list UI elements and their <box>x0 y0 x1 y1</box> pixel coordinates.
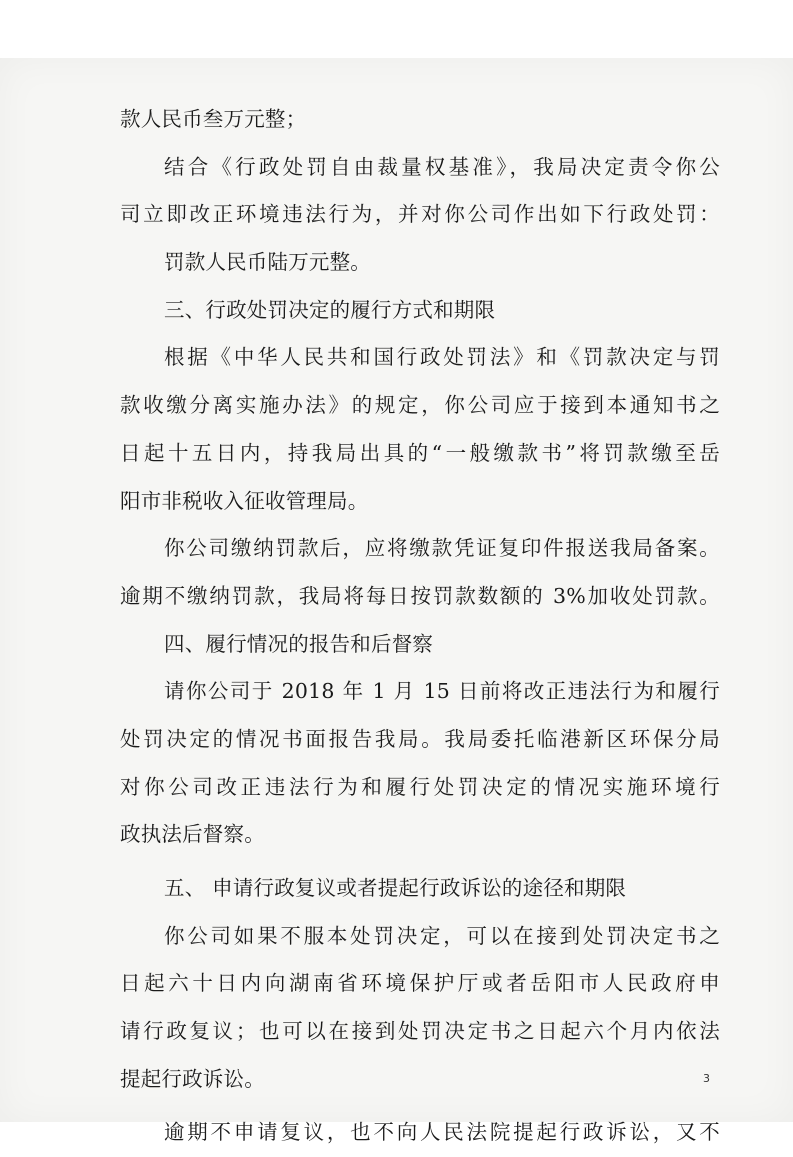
page-number: 3 <box>703 1072 710 1085</box>
body-line: 罚款人民币陆万元整。 <box>164 250 371 275</box>
body-line: 阳市非税收入征收管理局。 <box>120 488 369 513</box>
section-heading: 五、 申请行政复议或者提起行政诉讼的途径和期限 <box>164 876 627 900</box>
section-heading: 三、行政处罚决定的履行方式和期限 <box>164 297 496 322</box>
section-heading: 四、履行情况的报告和后督察 <box>164 631 434 656</box>
body-line: 请你公司于 2018 年 1 月 15 日前将改正违法行为和履行 <box>164 679 720 704</box>
body-line: 你公司缴纳罚款后，应将缴款凭证复印件报送我局备案。 <box>164 536 720 561</box>
body-line: 逾期不缴纳罚款，我局将每日按罚款数额的 3%加收处罚款。 <box>120 583 720 608</box>
body-line: 逾期不申请复议，也不向人民法院提起行政诉讼，又不 <box>164 1120 720 1145</box>
body-line: 你公司如果不服本处罚决定，可以在接到处罚决定书之 <box>164 923 720 948</box>
body-line: 处罚决定的情况书面报告我局。我局委托临港新区环保分局 <box>120 726 720 751</box>
body-line: 司立即改正环境违法行为，并对你公司作出如下行政处罚： <box>120 202 720 227</box>
document-body <box>120 96 720 1157</box>
body-line: 根据《中华人民共和国行政处罚法》和《罚款决定与罚 <box>164 345 720 370</box>
body-line: 请行政复议；也可以在接到处罚决定书之日起六个月内依法 <box>120 1019 720 1044</box>
body-line: 政执法后督察。 <box>120 822 265 847</box>
body-line: 款收缴分离实施办法》的规定，你公司应于接到本通知书之 <box>120 393 720 418</box>
body-line: 款人民币叁万元整； <box>120 107 307 131</box>
body-line: 对你公司改正违法行为和履行处罚决定的情况实施环境行 <box>120 774 720 799</box>
body-line: 日起十五日内，持我局出具的“一般缴款书”将罚款缴至岳 <box>120 440 720 465</box>
body-line: 提起行政诉讼。 <box>120 1066 265 1091</box>
body-line: 日起六十日内向湖南省环境保护厅或者岳阳市人民政府申 <box>120 971 720 996</box>
body-line: 结合《行政处罚自由裁量权基准》，我局决定责令你公 <box>164 154 720 179</box>
